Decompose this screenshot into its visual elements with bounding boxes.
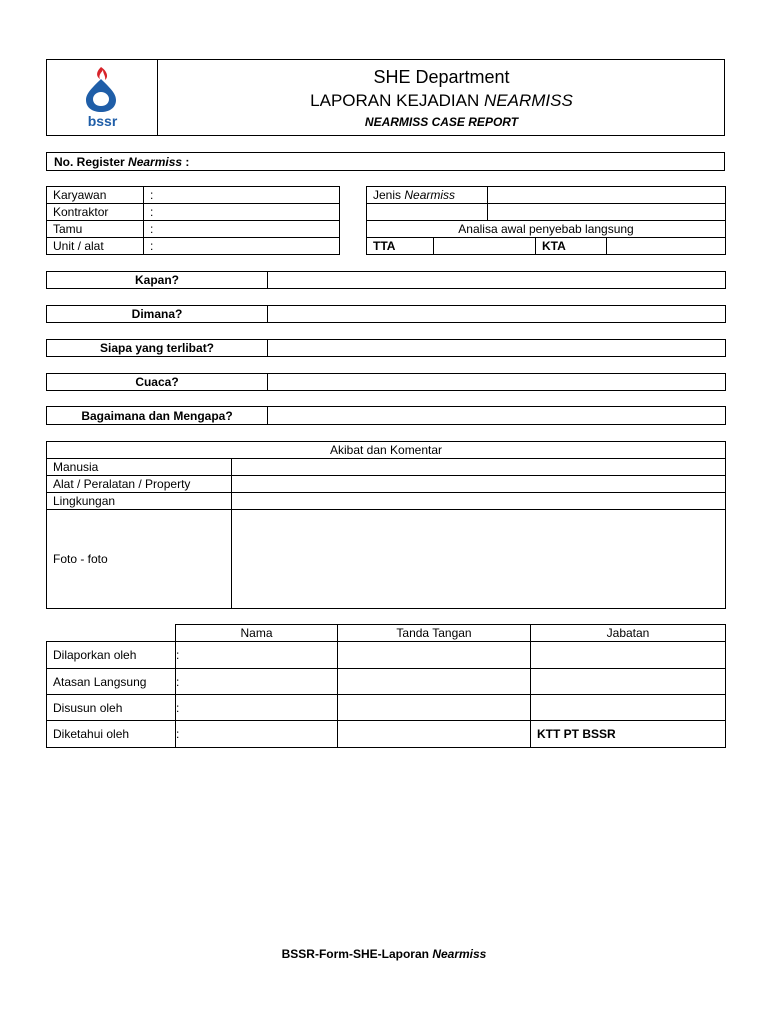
question-bagaimana [46,406,726,425]
signoff-signature-field[interactable] [338,721,531,748]
tta-label: TTA [367,238,434,255]
signoff-position-field[interactable]: KTT PT BSSR [531,721,726,748]
department-title: SHE Department [373,67,510,87]
question-answer[interactable] [268,340,726,357]
bssr-logo-icon [81,65,121,113]
register-colon: : [185,155,190,169]
signoff-header-jabatan: Jabatan [531,625,726,642]
question-label: Cuaca? [47,374,268,391]
consequence-label: Manusia [47,459,232,476]
question-label: Kapan? [47,272,268,289]
person-row-karyawan[interactable] [47,187,340,204]
nearmiss-type-label: Jenis Nearmiss [367,187,488,204]
signoff-header-nama: Nama [176,625,338,642]
question-answer[interactable] [268,374,726,391]
person-label: Unit / alat [47,238,144,255]
question-answer[interactable] [268,306,726,323]
signoff-position-field[interactable] [531,669,726,695]
signoff-table [46,624,726,748]
footer-text: BSSR-Form-SHE-Laporan [281,947,429,961]
consequence-label: Alat / Peralatan / Property [47,476,232,493]
logo-text: bssr [87,113,118,129]
signoff-role-label: Diketahui oleh [47,721,176,748]
question-kapan [46,271,726,289]
header-box [46,59,725,136]
person-value[interactable]: : [144,204,340,221]
report-subtitle: NEARMISS CASE REPORT [364,115,519,129]
question-label: Siapa yang terlibat? [47,340,268,357]
consequence-value[interactable] [232,493,726,510]
signoff-signature-field[interactable] [338,642,531,669]
signoff-header-tanda-tangan: Tanda Tangan [338,625,531,642]
photo-area[interactable] [232,510,726,609]
register-label-italic: Nearmiss [128,155,183,169]
question-answer[interactable] [268,407,726,425]
signoff-name-field[interactable]: : [176,721,338,748]
signoff-role-label: Atasan Langsung [47,669,176,695]
consequences-title: Akibat dan Komentar [47,442,726,459]
person-value[interactable]: : [144,187,340,204]
consequence-label: Lingkungan [47,493,232,510]
question-cuaca [46,373,726,391]
person-row-unit-alat[interactable] [47,238,340,255]
consequences-table [46,441,726,609]
person-value[interactable]: : [144,238,340,255]
report-title [159,91,724,111]
signoff-signature-field[interactable] [338,669,531,695]
nearmiss-type-blank[interactable] [367,204,488,221]
signoff-role-label: Dilaporkan oleh [47,642,176,669]
person-label: Karyawan [47,187,144,204]
person-label: Tamu [47,221,144,238]
tta-value[interactable] [434,238,536,255]
question-label: Bagaimana dan Mengapa? [47,407,268,425]
kta-label: KTA [536,238,607,255]
person-row-kontraktor[interactable] [47,204,340,221]
signoff-position-field[interactable] [531,695,726,721]
person-value[interactable]: : [144,221,340,238]
person-type-table [46,186,340,255]
question-siapa [46,339,726,357]
signoff-role-label: Disusun oleh [47,695,176,721]
report-title-italic: NEARMISS [484,91,573,110]
footer-text-italic: Nearmiss [432,947,487,961]
consequence-value[interactable] [232,476,726,493]
report-title-prefix: LAPORAN KEJADIAN [310,91,480,110]
signoff-position-field[interactable] [531,642,726,669]
question-dimana [46,305,726,323]
register-field[interactable] [46,152,725,171]
photo-label: Foto - foto [47,510,232,609]
person-label: Kontraktor [47,204,144,221]
cause-title: Analisa awal penyebab langsung [367,221,726,238]
signoff-signature-field[interactable] [338,695,531,721]
question-answer[interactable] [268,272,726,289]
consequence-value[interactable] [232,459,726,476]
signoff-corner [47,625,176,642]
logo-cell [47,60,158,135]
register-label: No. Register [54,155,125,169]
form-footer [0,947,768,961]
nearmiss-type-value-2[interactable] [488,204,726,221]
signoff-name-field[interactable]: : [176,695,338,721]
question-label: Dimana? [47,306,268,323]
signoff-name-field[interactable]: : [176,642,338,669]
kta-value[interactable] [607,238,726,255]
cause-analysis-table [366,186,726,255]
signoff-name-field[interactable]: : [176,669,338,695]
person-row-tamu[interactable] [47,221,340,238]
nearmiss-type-value[interactable] [488,187,726,204]
